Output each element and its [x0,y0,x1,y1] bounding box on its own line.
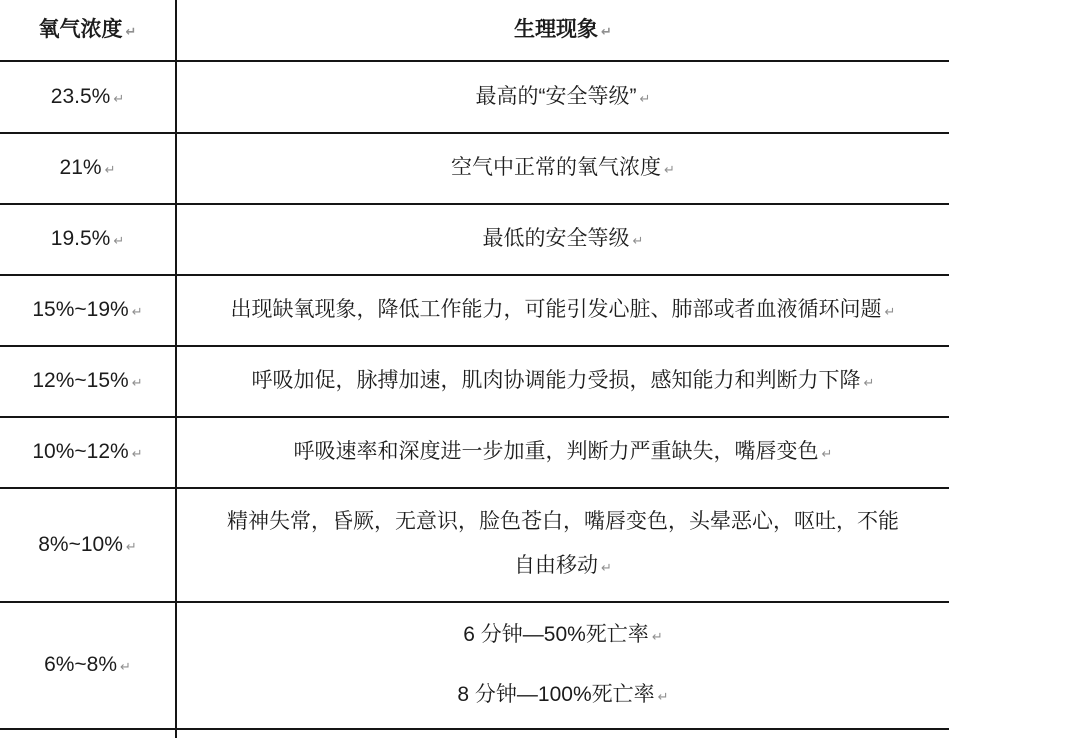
return-mark-icon: ↵ [657,688,669,704]
table-row [0,134,949,205]
phenomenon-text-line [463,606,662,666]
return-mark-icon: ↵ [863,375,875,391]
concentration-value: 19.5% [50,227,111,251]
concentration-cell [0,730,177,738]
concentration-value: 21% [59,156,102,180]
phenomenon-text: 最低的安全等级 [482,227,630,251]
phenomenon-cell [177,276,949,345]
return-mark-icon: ↵ [113,233,125,249]
phenomenon-cell [177,62,949,132]
phenomenon-text: 最高的“安全等级” [475,84,637,108]
phenomenon-text: 呼吸速率和深度进一步加重，判断力严重缺失，嘴唇变色 [293,440,819,464]
phenomenon-text: 呼吸加促，脉搏加速，肌肉协调能力受损，感知能力和判断力下降 [251,369,861,393]
return-mark-icon: ↵ [125,538,137,554]
return-mark-icon: ↵ [821,446,833,462]
return-mark-icon: ↵ [113,90,125,106]
return-mark-icon: ↵ [120,659,131,675]
concentration-cell [0,205,177,274]
phenomenon-text-line [227,500,899,544]
return-mark-icon: ↵ [601,560,612,575]
return-mark-icon: ↵ [601,23,612,39]
return-mark-icon: ↵ [131,375,143,391]
phenomenon-text: 自由移动 [514,554,599,577]
phenomenon-text: 6 分钟—50%死亡率 [463,622,649,646]
phenomenon-text-line [514,544,612,590]
table-row [0,205,949,276]
col-header-phenomenon-label: 生理现象 [514,17,599,41]
concentration-cell [0,603,177,728]
concentration-cell [0,347,177,416]
table-row-partial [0,730,949,738]
concentration-cell [0,134,177,203]
phenomenon-text: 8 分钟—100%死亡率 [457,682,655,706]
phenomenon-text: 出现缺氧现象，降低工作能力，可能引发心脏、肺部或者血液循环问题 [230,298,882,322]
concentration-value: 12%~15% [32,369,129,393]
phenomenon-cell [177,134,949,203]
col-header-concentration [0,0,177,60]
phenomenon-cell [177,730,949,738]
phenomenon-cell [177,347,949,416]
concentration-value: 10%~12% [32,440,129,464]
return-mark-icon: ↵ [125,23,137,39]
col-header-phenomenon [177,0,949,60]
table-row [0,418,949,489]
table-header-row [0,0,949,62]
col-header-concentration-label: 氧气浓度 [38,17,123,41]
return-mark-icon: ↵ [104,162,116,178]
phenomenon-text: 精神失常，昏厥，无意识，脸色苍白，嘴唇变色，头晕恶心，呕吐，不能 [227,510,899,533]
return-mark-icon: ↵ [651,628,663,644]
concentration-value: 8%~10% [38,532,123,556]
return-mark-icon: ↵ [632,233,644,249]
concentration-cell [0,489,177,601]
concentration-value: 23.5% [50,84,111,108]
return-mark-icon: ↵ [884,304,896,320]
phenomenon-cell [177,603,949,728]
table-row [0,276,949,347]
concentration-cell [0,62,177,132]
return-mark-icon: ↵ [131,446,143,462]
concentration-value: 15%~19% [32,298,129,322]
phenomenon-cell [177,418,949,487]
table-row [0,489,949,603]
concentration-cell [0,276,177,345]
phenomenon-text: 空气中正常的氧气浓度 [451,156,662,180]
phenomenon-text-line [457,666,668,726]
phenomenon-cell [177,489,949,601]
return-mark-icon: ↵ [639,90,651,106]
concentration-cell [0,418,177,487]
concentration-value: 6%~8% [44,653,118,677]
table-row [0,347,949,418]
table-row [0,62,949,134]
phenomenon-cell [177,205,949,274]
table-row [0,603,949,730]
return-mark-icon: ↵ [664,162,675,178]
return-mark-icon: ↵ [131,304,143,320]
